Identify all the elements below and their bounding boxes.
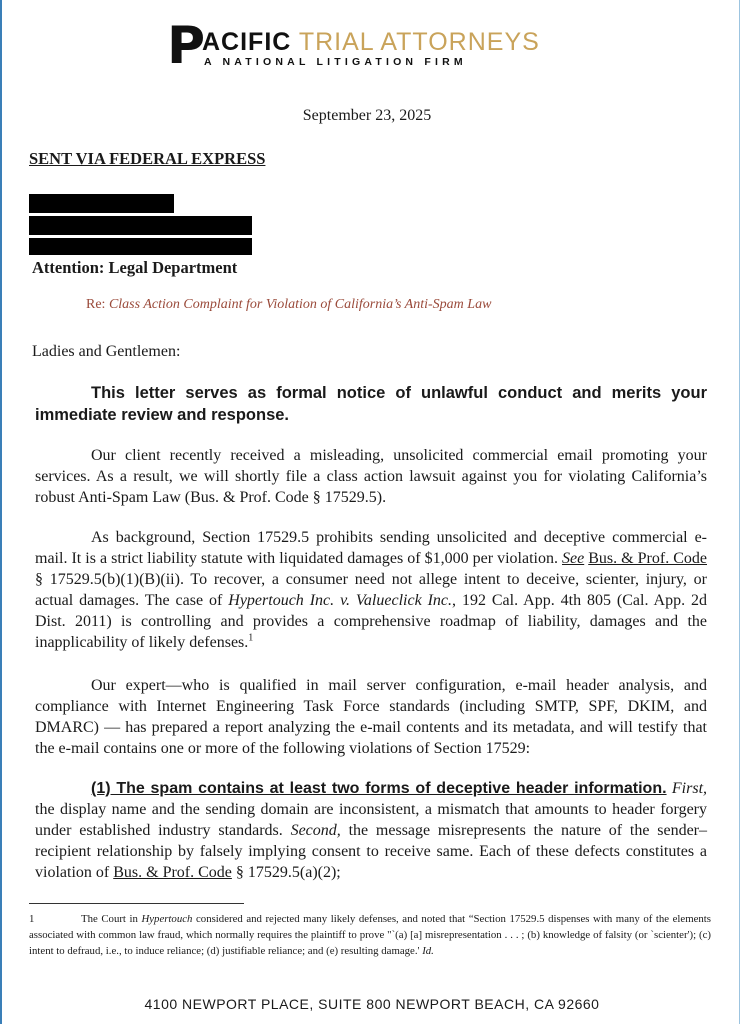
logo-mark: P	[167, 16, 204, 76]
firm-name-part1: ACIFIC	[202, 28, 292, 56]
paragraph-4	[35, 778, 707, 883]
footnote-number: 1	[29, 913, 35, 925]
salutation: Ladies and Gentlemen:	[32, 343, 181, 360]
paragraph-4-text-c: § 17529.5(a)(2);	[235, 864, 341, 881]
letter-date: September 23, 2025	[302, 107, 432, 124]
delivery-method: SENT VIA FEDERAL EXPRESS	[29, 149, 266, 168]
see-signal: See	[562, 550, 585, 567]
paragraph-1	[35, 445, 707, 508]
letterhead-logo	[167, 18, 587, 78]
paragraph-4-text-a: the display name and the sending domain are inconsistent, a mismatch that amounts to header forgery under established industry standards.	[35, 801, 707, 839]
violation-heading: (1) The spam contains at least two forms of deceptive header information.	[91, 780, 667, 797]
lead-paragraph	[35, 382, 707, 426]
firm-name	[202, 28, 540, 57]
paragraph-3	[35, 675, 707, 759]
paragraph-1-text: Our client recently received a misleading, unsolicited commercial email promoting your services. As a result, we will shortly file a class action lawsuit against you for violating California’s robust Anti-Spam Law (Bus. & Prof. Code § 17529.5).	[35, 447, 707, 506]
first-label: First,	[671, 780, 708, 797]
footer-address: 4100 NEWPORT PLACE, SUITE 800 NEWPORT BEACH, CA 92660	[144, 996, 600, 1012]
footnote-id: Id.	[422, 945, 434, 957]
redacted-recipient-line-2	[29, 216, 252, 235]
statute-cite-2: Bus. & Prof. Code	[113, 864, 232, 881]
paragraph-3-text: Our expert—who is qualified in mail server configuration, e-mail header analysis, and compliance with Internet Engineering Task Force standards (including SMTP, SPF, DKIM, and DMARC) — has prepared a report analyzing the e-mail contents and its metadata, and will testify that the e-mail contains one or more of the following violations of Section 17529:	[35, 677, 707, 757]
re-line	[86, 297, 491, 313]
attention-line: Attention: Legal Department	[32, 258, 238, 277]
footnote-divider	[29, 903, 244, 904]
lead-text: This letter serves as formal notice of unlawful conduct and merits your immediate review and response.	[35, 384, 707, 424]
footnote-text-b: considered and rejected many likely defenses, and noted that “Section 17529.5 dispenses with many of the elements associated with common law fraud, which normally requires the plaintiff to prove "`(a) [a] misrepresentation . . . ; (b) knowledge of falsity (or `scienter'); (c) intent to defraud, i.e., to induce reliance; (d) justifiable reliance; and (e) resulting damage.'	[29, 913, 711, 957]
footnote	[29, 911, 711, 959]
paragraph-2-text-b: § 17529.5(b)(1)(B)(ii). To recover, a consumer need not allege intent to deceive, scienter, injury, or actual damages. The case of	[35, 571, 707, 609]
paragraph-2-text-c: , 192 Cal. App. 4th 805 (Cal. App. 2d Dist. 2011) is controlling and provides a comprehensive roadmap of liability, damages and the inapplicability of likely defenses.	[35, 592, 708, 651]
footnote-ref: 1	[248, 632, 254, 644]
paragraph-2	[35, 527, 707, 653]
footnote-case: Hypertouch	[141, 913, 193, 925]
re-label: Re:	[86, 297, 106, 312]
firm-name-part2: TRIAL ATTORNEYS	[298, 28, 540, 56]
paragraph-4-text-b: the message misrepresents the nature of the sender–recipient relationship by falsely implying consent to receive same. Each of these defects constitutes a violation of	[35, 822, 708, 881]
case-name: Hypertouch Inc. v. Valueclick Inc.	[228, 592, 453, 609]
paragraph-2-text-a: As background, Section 17529.5 prohibits sending unsolicited and deceptive commercial e-mail. It is a strict liability statute with liquidated damages of $1,000 per violation.	[35, 529, 707, 567]
redacted-recipient-line-1	[29, 194, 174, 213]
second-label: Second,	[290, 822, 341, 839]
footnote-text-a: The Court in	[81, 913, 138, 925]
redacted-recipient-line-3	[29, 238, 252, 255]
statute-cite: Bus. & Prof. Code	[588, 550, 707, 567]
firm-tagline: A NATIONAL LITIGATION FIRM	[204, 56, 467, 68]
re-subject: Class Action Complaint for Violation of California’s Anti-Spam Law	[108, 297, 492, 312]
